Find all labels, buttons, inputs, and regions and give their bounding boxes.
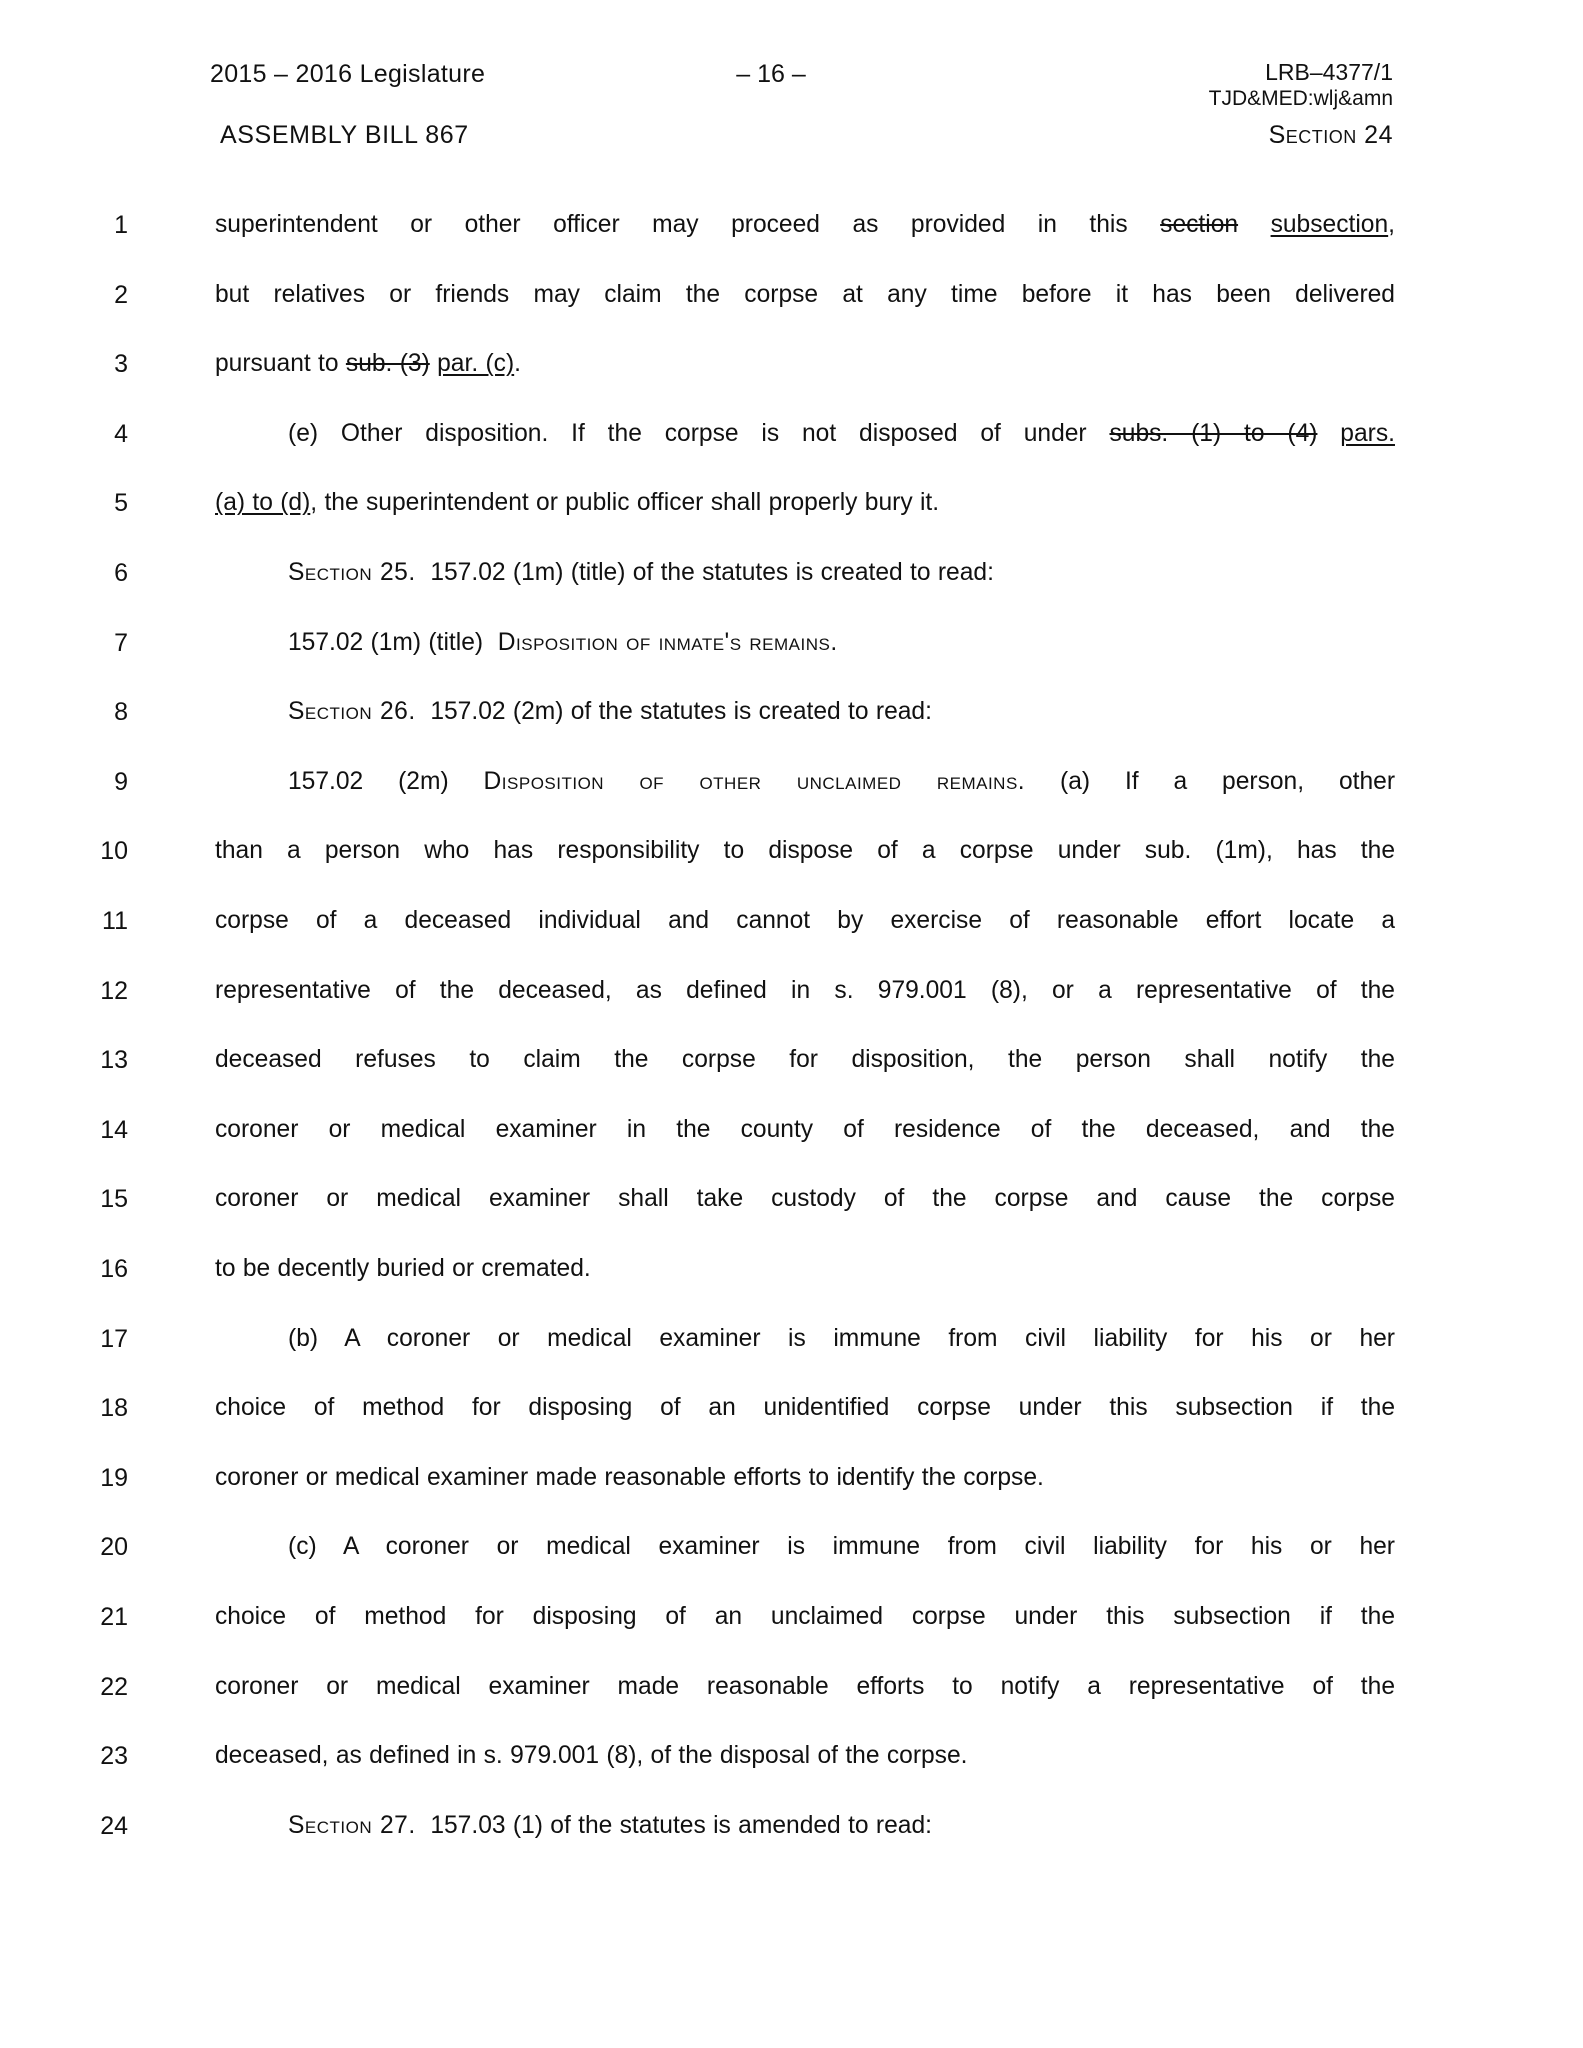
line-text <box>215 1179 1395 1219</box>
line-text <box>215 1597 1395 1637</box>
text-segment: 157.02 (2m) <box>288 767 484 795</box>
small-caps-heading: Disposition of inmate's remains. <box>497 628 838 656</box>
numbered-line <box>0 692 1583 732</box>
line-text <box>215 1667 1395 1707</box>
line-text <box>288 414 1395 454</box>
numbered-line <box>0 1249 1583 1289</box>
numbered-line <box>0 1527 1583 1567</box>
text-segment: deceased refuses to claim the corpse for disposition, the person shall notify the <box>215 1046 1395 1074</box>
text-segment: 157.02 (2m) of the statutes is created to read: <box>415 698 932 726</box>
text-segment: pursuant to <box>215 350 346 378</box>
line-text <box>288 692 1395 732</box>
text-segment: to be decently buried or cremated. <box>215 1255 591 1282</box>
line-text <box>215 831 1395 871</box>
line-text <box>288 553 1395 593</box>
line-text <box>215 1458 1395 1498</box>
line-number: 1 <box>114 211 128 239</box>
numbered-line <box>0 205 1583 245</box>
line-text <box>288 1319 1395 1359</box>
line-text <box>215 1249 1395 1289</box>
text-segment: coroner or medical examiner made reasonable efforts to notify a representative of the <box>215 1672 1395 1700</box>
numbered-line <box>0 1388 1583 1428</box>
text-segment: deceased, as defined in s. 979.001 (8), of the disposal of the corpse. <box>215 1742 968 1770</box>
line-text <box>215 275 1395 315</box>
numbered-line <box>0 414 1583 454</box>
line-number: 20 <box>100 1533 128 1562</box>
numbered-line <box>0 971 1583 1011</box>
text-segment: 157.03 (1) of the statutes is amended to read: <box>415 1811 932 1839</box>
inserted-text: subsection <box>1270 211 1389 238</box>
line-number: 6 <box>114 559 128 587</box>
numbered-line <box>0 1458 1583 1498</box>
numbered-line <box>0 1597 1583 1637</box>
text-segment <box>1238 211 1271 238</box>
numbered-line <box>0 344 1583 384</box>
deleted-text: sub. (3) <box>345 350 430 378</box>
line-text <box>215 901 1395 941</box>
line-text <box>215 483 1395 523</box>
deleted-text: section <box>1160 211 1239 238</box>
line-number: 9 <box>114 767 128 796</box>
numbered-line <box>0 1319 1583 1359</box>
line-number: 14 <box>100 1115 128 1144</box>
numbered-line <box>0 623 1583 663</box>
numbered-line <box>0 1179 1583 1219</box>
line-number: 19 <box>100 1463 128 1492</box>
numbered-line <box>0 1806 1583 1846</box>
line-number: 8 <box>114 698 128 727</box>
line-number: 22 <box>100 1672 128 1701</box>
line-number: 2 <box>114 280 128 309</box>
text-segment: coroner or medical examiner made reasonable efforts to identify the corpse. <box>215 1463 1044 1491</box>
numbered-line <box>0 483 1583 523</box>
text-segment: (c) A coroner or medical examiner is immune from civil liability for his or her <box>288 1533 1395 1561</box>
text-segment: but relatives or friends may claim the corpse at any time before it has been delivered <box>215 280 1395 308</box>
line-number: 21 <box>100 1603 128 1631</box>
text-segment: coroner or medical examiner in the county of residence of the deceased, and the <box>215 1115 1395 1143</box>
text-segment: choice of method for disposing of an unidentified corpse under this subsection if the <box>215 1394 1395 1422</box>
line-number: 5 <box>114 489 128 518</box>
line-number: 15 <box>100 1185 128 1214</box>
small-caps-heading: Disposition of other unclaimed remains. <box>483 767 1026 795</box>
text-segment: . <box>514 350 521 378</box>
numbered-line <box>0 831 1583 871</box>
text-segment: (b) A coroner or medical examiner is immune from civil liability for his or her <box>288 1324 1395 1352</box>
bill-title: ASSEMBLY BILL 867 <box>220 121 469 149</box>
numbered-line <box>0 762 1583 802</box>
line-text <box>288 1527 1395 1567</box>
line-number: 3 <box>114 350 128 379</box>
text-segment: 157.02 (1m) (title) of the statutes is created to read: <box>415 559 994 586</box>
text-segment: 157.02 (1m) (title) <box>288 628 498 656</box>
text-segment: than a person who has responsibility to dispose of a corpse under sub. (1m), has the <box>215 837 1395 865</box>
line-number: 4 <box>114 419 128 448</box>
running-section-label: Section 24 <box>1268 121 1393 149</box>
inserted-text: (a) to (d) <box>215 489 311 517</box>
line-text <box>288 762 1395 802</box>
line-text <box>215 1388 1395 1428</box>
numbered-line <box>0 275 1583 315</box>
text-segment: , <box>1388 211 1395 238</box>
text-segment: choice of method for disposing of an unclaimed corpse under this subsection if the <box>215 1603 1395 1630</box>
line-number: 10 <box>100 837 128 866</box>
line-text <box>215 971 1395 1011</box>
small-caps-heading: Section 26. <box>288 698 416 726</box>
page-number: – 16 – <box>736 60 806 88</box>
line-number: 24 <box>100 1811 128 1840</box>
small-caps-heading: Section 25. <box>288 559 416 586</box>
line-number: 11 <box>102 907 128 935</box>
text-segment: (e) Other disposition. If the corpse is not disposed of under <box>288 419 1110 447</box>
text-segment: corpse of a deceased individual and cannot by exercise of reasonable effort locate a <box>215 907 1395 934</box>
line-text <box>288 1806 1395 1846</box>
line-text <box>215 205 1395 245</box>
deleted-text: subs. (1) to (4) <box>1109 419 1318 447</box>
text-segment: representative of the deceased, as defined in s. 979.001 (8), or a representative of the <box>215 976 1395 1004</box>
line-number: 17 <box>100 1324 128 1353</box>
numbered-line <box>0 1736 1583 1776</box>
text-segment: coroner or medical examiner shall take custody of the corpse and cause the corpse <box>215 1185 1395 1213</box>
numbered-line <box>0 1110 1583 1150</box>
numbered-line <box>0 1040 1583 1080</box>
numbered-line <box>0 901 1583 941</box>
inserted-text: pars. <box>1340 419 1395 447</box>
line-number: 12 <box>100 976 128 1005</box>
line-text <box>215 344 1395 384</box>
line-text <box>215 1736 1395 1776</box>
numbered-line <box>0 1667 1583 1707</box>
text-segment: superintendent or other officer may proceed as provided in this <box>215 211 1161 238</box>
line-number: 13 <box>100 1046 128 1075</box>
text-segment: (a) If a person, other <box>1025 767 1395 795</box>
line-text <box>215 1040 1395 1080</box>
line-number: 16 <box>100 1255 128 1283</box>
drafter-initials: TJD&MED:wlj&amn <box>1208 87 1393 110</box>
legislature-session: 2015 – 2016 Legislature <box>210 60 486 88</box>
line-number: 18 <box>100 1394 128 1423</box>
text-segment <box>1317 420 1340 447</box>
lrb-number: LRB–4377/1 <box>1265 59 1393 85</box>
numbered-line <box>0 553 1583 593</box>
line-number: 23 <box>100 1742 128 1771</box>
small-caps-heading: Section 27. <box>288 1811 416 1839</box>
line-text <box>215 1110 1395 1150</box>
text-segment: , the superintendent or public officer shall properly bury it. <box>310 489 940 517</box>
line-number: 7 <box>114 628 128 657</box>
line-text <box>288 623 1395 663</box>
inserted-text: par. (c) <box>437 350 515 378</box>
